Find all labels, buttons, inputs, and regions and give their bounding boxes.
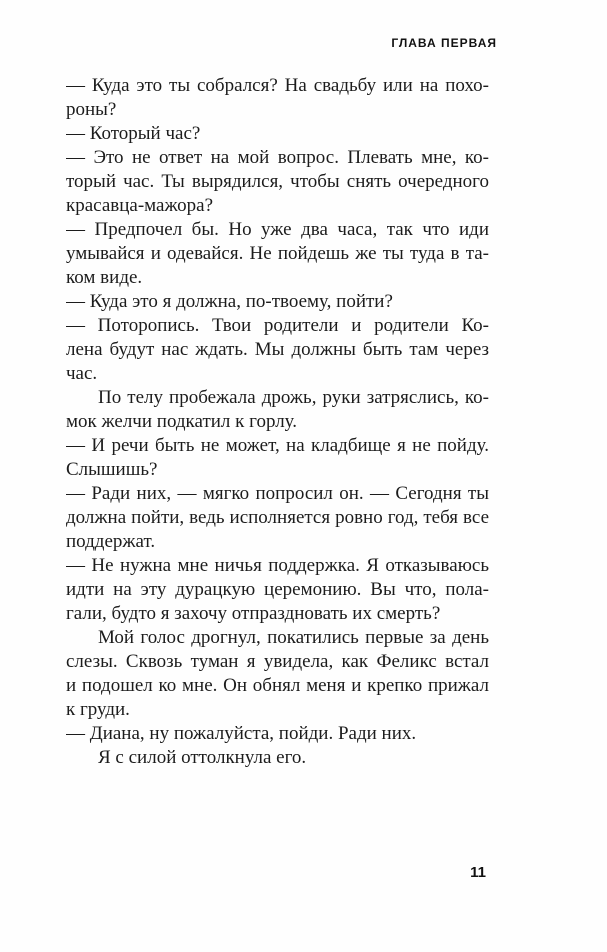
- text-line: идти на эту дурацкую церемонию. Вы что, пола-: [66, 579, 489, 600]
- text-line: красавца-мажора?: [66, 195, 214, 216]
- text-line: и подошел ко мне. Он обнял меня и крепко прижал: [66, 675, 489, 696]
- text-line: — Ради них, — мягко попросил он. — Сегодня ты: [66, 483, 489, 504]
- text-line: — Куда это ты собрался? На свадьбу или на похо-: [66, 75, 489, 96]
- page-number: 11: [470, 864, 486, 881]
- chapter-header: ГЛАВА ПЕРВАЯ: [391, 36, 497, 50]
- text-line: ком виде.: [66, 267, 143, 288]
- text-line: умывайся и одевайся. Не пойдешь же ты туда в та-: [66, 243, 489, 264]
- text-line: — Предпочел бы. Но уже два часа, так что иди: [66, 219, 489, 240]
- text-line: Я с силой оттолкнула его.: [98, 747, 307, 768]
- text-line: гали, будто я захочу отпраздновать их смерть?: [66, 603, 441, 624]
- text-line: — Который час?: [66, 123, 201, 144]
- text-line: лена будут нас ждать. Мы должны быть там через: [66, 339, 489, 360]
- text-line: роны?: [66, 99, 117, 120]
- text-line: — Не нужна мне ничья поддержка. Я отказываюсь: [66, 555, 489, 576]
- text-line: Мой голос дрогнул, покатились первые за день: [98, 627, 489, 648]
- text-line: должна пойти, ведь исполняется ровно год, тебя все: [66, 507, 489, 528]
- text-line: слезы. Сквозь туман я увидела, как Феликс встал: [66, 651, 489, 672]
- text-line: — Куда это я должна, по-твоему, пойти?: [66, 291, 393, 312]
- text-line: торый час. Ты вырядился, чтобы снять очередного: [66, 171, 489, 192]
- text-line: — И речи быть не может, на кладбище я не пойду.: [66, 435, 489, 456]
- text-line: мок желчи подкатил к горлу.: [66, 411, 298, 432]
- text-line: поддержат.: [66, 531, 156, 552]
- text-line: — Это не ответ на мой вопрос. Плевать мне, ко-: [66, 147, 489, 168]
- text-line: час.: [66, 363, 98, 384]
- text-line: — Диана, ну пожалуйста, пойди. Ради них.: [66, 723, 417, 744]
- text-line: По телу пробежала дрожь, руки затряслись, ко-: [98, 387, 489, 408]
- text-line: Слышишь?: [66, 459, 158, 480]
- text-line: — Поторопись. Твои родители и родители Ко-: [66, 315, 489, 336]
- page-body-text: [66, 74, 489, 770]
- text-line: к груди.: [66, 699, 130, 720]
